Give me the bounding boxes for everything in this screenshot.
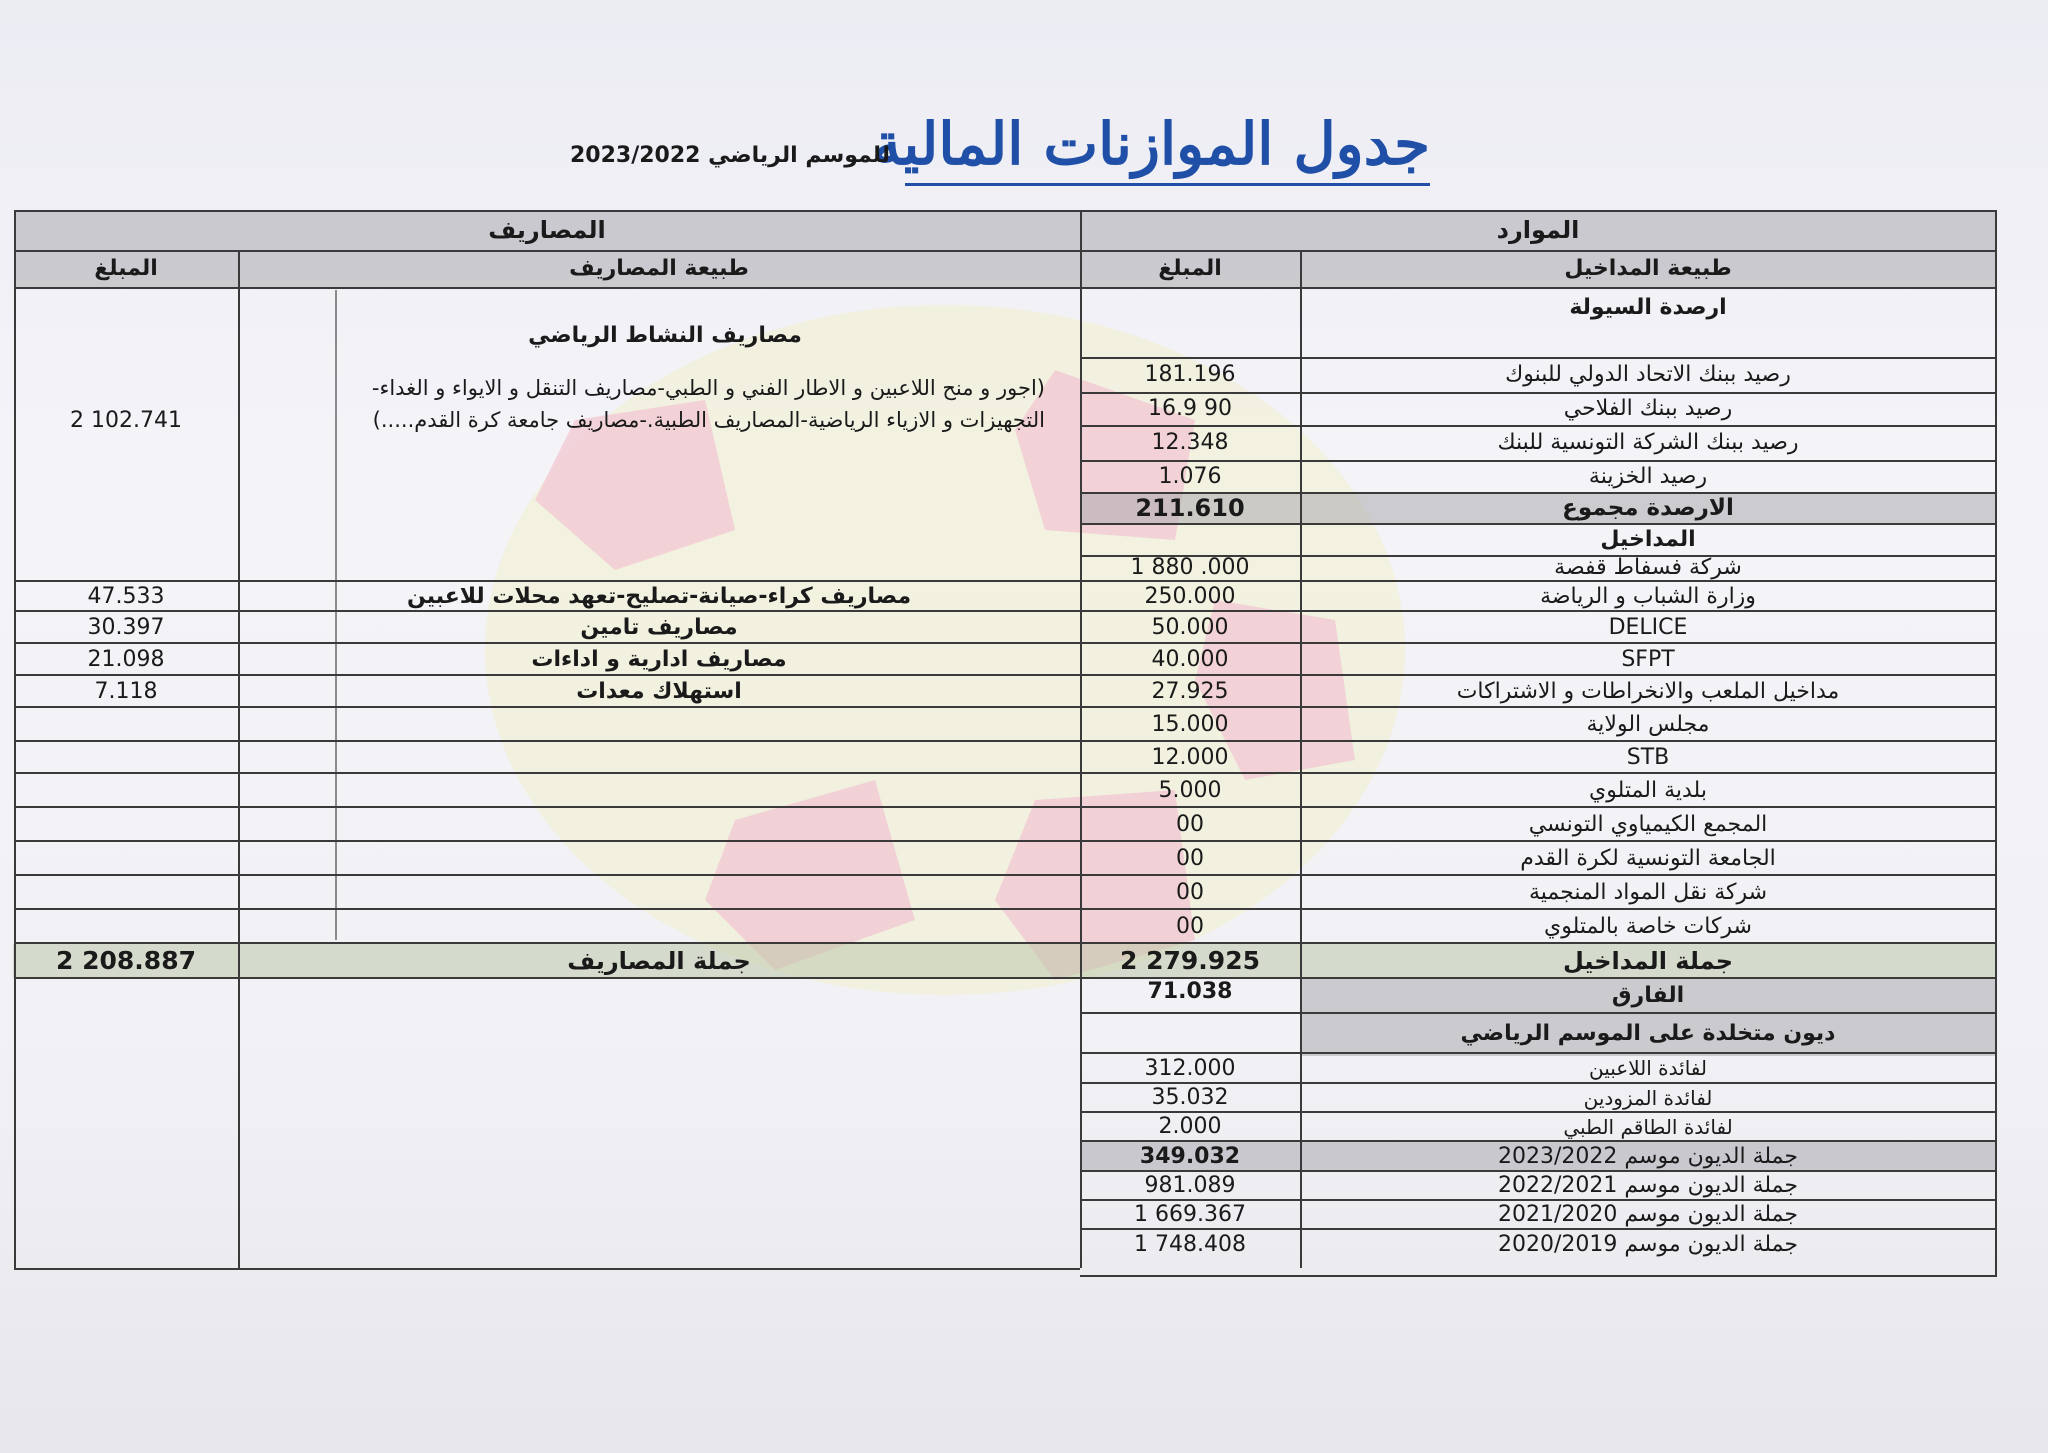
table-row-label: لفائدة الطاقم الطبي bbox=[1563, 1114, 1733, 1139]
page-title: جدول الموازنات المالية bbox=[905, 105, 1430, 186]
table-row-amount: 00 bbox=[1176, 879, 1204, 905]
table-row-label: وزارة الشباب و الرياضة bbox=[1540, 583, 1756, 609]
table-row-amount: 312.000 bbox=[1144, 1055, 1236, 1081]
grid-line bbox=[1080, 1275, 1997, 1277]
table-row-label: STB bbox=[1626, 744, 1670, 770]
table-row-label: شركات خاصة بالمتلوي bbox=[1544, 913, 1752, 939]
table-row-label: الجامعة التونسية لكرة القدم bbox=[1520, 845, 1776, 871]
table-row-amount: 12.348 bbox=[1151, 430, 1229, 455]
table-row-amount: 349.032 bbox=[1139, 1143, 1241, 1169]
table-row-label: بلدية المتلوي bbox=[1589, 777, 1707, 803]
table-row-amount: 50.000 bbox=[1151, 614, 1229, 640]
resources-amount-column-header: المبلغ bbox=[1158, 256, 1222, 281]
sport-expenses-amount: 2 102.741 bbox=[70, 407, 182, 433]
title-area bbox=[0, 95, 2048, 205]
table-row-label: استهلاك معدات bbox=[576, 678, 742, 704]
table-row-label: لفائدة اللاعبين bbox=[1588, 1056, 1708, 1080]
table-row-amount: 30.397 bbox=[87, 614, 165, 640]
table-row-label: شركة نقل المواد المنجمية bbox=[1528, 879, 1768, 905]
resources-header: الموارد bbox=[1496, 216, 1580, 244]
table-row-label: مصاريف ادارية و اداءات bbox=[531, 646, 787, 672]
table-row-label: مجلس الولاية bbox=[1586, 711, 1710, 737]
debts-heading: ديون متخلدة على الموسم الرياضي bbox=[1460, 1020, 1836, 1046]
resources-nature-column-header: طبيعة المداخيل bbox=[1564, 256, 1732, 281]
expenses-amount-column-header: المبلغ bbox=[94, 256, 158, 281]
table-row-label: رصيد ببنك الاتحاد الدولي للبنوك bbox=[1505, 362, 1791, 387]
table-row-amount: 1.076 bbox=[1158, 463, 1222, 489]
table-row-amount: 15.000 bbox=[1151, 711, 1229, 737]
sport-expenses-heading: مصاريف النشاط الرياضي bbox=[528, 322, 802, 348]
table-row-amount: 00 bbox=[1176, 811, 1204, 837]
table-row-amount: 1 880 .000 bbox=[1130, 555, 1250, 580]
balances-total-amount: 211.610 bbox=[1135, 493, 1245, 522]
table-row-amount: 250.000 bbox=[1144, 583, 1236, 609]
income-total-label: جملة المداخيل bbox=[1562, 946, 1734, 975]
balances-total-label: الارصدة مجموع bbox=[1562, 494, 1734, 521]
table-row-label: رصيد ببنك الشركة التونسية للبنك bbox=[1497, 430, 1799, 455]
difference-amount: 71.038 bbox=[1147, 979, 1233, 1004]
table-row-amount: 1 748.408 bbox=[1134, 1231, 1246, 1257]
table-row-amount: 21.098 bbox=[87, 646, 165, 672]
table-row-amount: 12.000 bbox=[1151, 744, 1229, 770]
table-row-label: جملة الديون موسم 2020/2019 bbox=[1498, 1231, 1798, 1257]
expenses-header: المصاريف bbox=[488, 216, 606, 244]
table-row-label: مداخيل الملعب والانخراطات و الاشتراكات bbox=[1456, 678, 1840, 704]
table-row-amount: 40.000 bbox=[1151, 646, 1229, 672]
liquidity-heading: ارصدة السيولة bbox=[1569, 295, 1727, 320]
grid-line bbox=[238, 252, 240, 1268]
table-row-amount: 00 bbox=[1176, 913, 1204, 939]
table-row-amount: 7.118 bbox=[94, 678, 158, 704]
difference-label: الفارق bbox=[1611, 983, 1685, 1008]
table-row-label: شركة فسفاط قفصة bbox=[1554, 555, 1742, 580]
expenses-nature-column-header: طبيعة المصاريف bbox=[569, 256, 749, 281]
table-row-label: DELICE bbox=[1608, 614, 1688, 640]
sport-expenses-detail: (اجور و منح اللاعبين و الاطار الفني و الطبي-مصاريف التنقل و الايواء و الغداء- التجهيزات و الازياء الرياضية-المصاريف الطبية.-مصاريف جامعة كرة القدم.....) bbox=[371, 376, 1045, 432]
table-row-amount: 181.196 bbox=[1144, 362, 1236, 387]
table-row-amount: 00 bbox=[1176, 845, 1204, 871]
table-row-amount: 27.925 bbox=[1151, 678, 1229, 704]
grid-line bbox=[14, 210, 16, 1268]
page-subtitle: للموسم الرياضي 2023/2022 bbox=[569, 143, 890, 168]
table-row-label: رصيد ببنك الفلاحي bbox=[1563, 396, 1733, 421]
grid-line bbox=[14, 1268, 1080, 1270]
table-row-label: جملة الديون موسم 2023/2022 bbox=[1498, 1143, 1798, 1169]
table-row-label: SFPT bbox=[1621, 646, 1675, 672]
income-total-amount: 2 279.925 bbox=[1120, 946, 1260, 975]
expenses-total-amount: 2 208.887 bbox=[56, 946, 196, 975]
grid-line bbox=[14, 287, 1997, 289]
table-row-label: جملة الديون موسم 2022/2021 bbox=[1498, 1173, 1798, 1198]
table-row-amount: 1 669.367 bbox=[1134, 1202, 1246, 1227]
table-row-amount: 5.000 bbox=[1158, 777, 1222, 803]
table-row-label: رصيد الخزينة bbox=[1588, 463, 1708, 489]
income-heading: المداخيل bbox=[1600, 526, 1696, 552]
table-row-amount: 981.089 bbox=[1144, 1173, 1236, 1198]
table-row-amount: 35.032 bbox=[1151, 1085, 1229, 1110]
table-row-label: جملة الديون موسم 2021/2020 bbox=[1498, 1202, 1798, 1227]
table-row-label: المجمع الكيمياوي التونسي bbox=[1528, 811, 1768, 837]
table-row-amount: 16.9 90 bbox=[1148, 396, 1232, 421]
table-row-label: مصاريف كراء-صيانة-تصليح-تعهد محلات للاعبين bbox=[406, 583, 912, 609]
table-row-amount: 47.533 bbox=[87, 583, 165, 609]
table-row-label: مصاريف تامين bbox=[580, 614, 738, 640]
expenses-total-label: جملة المصاريف bbox=[567, 946, 751, 975]
table-row-label: لفائدة المزودين bbox=[1583, 1085, 1713, 1110]
table-row-amount: 2.000 bbox=[1158, 1114, 1222, 1139]
